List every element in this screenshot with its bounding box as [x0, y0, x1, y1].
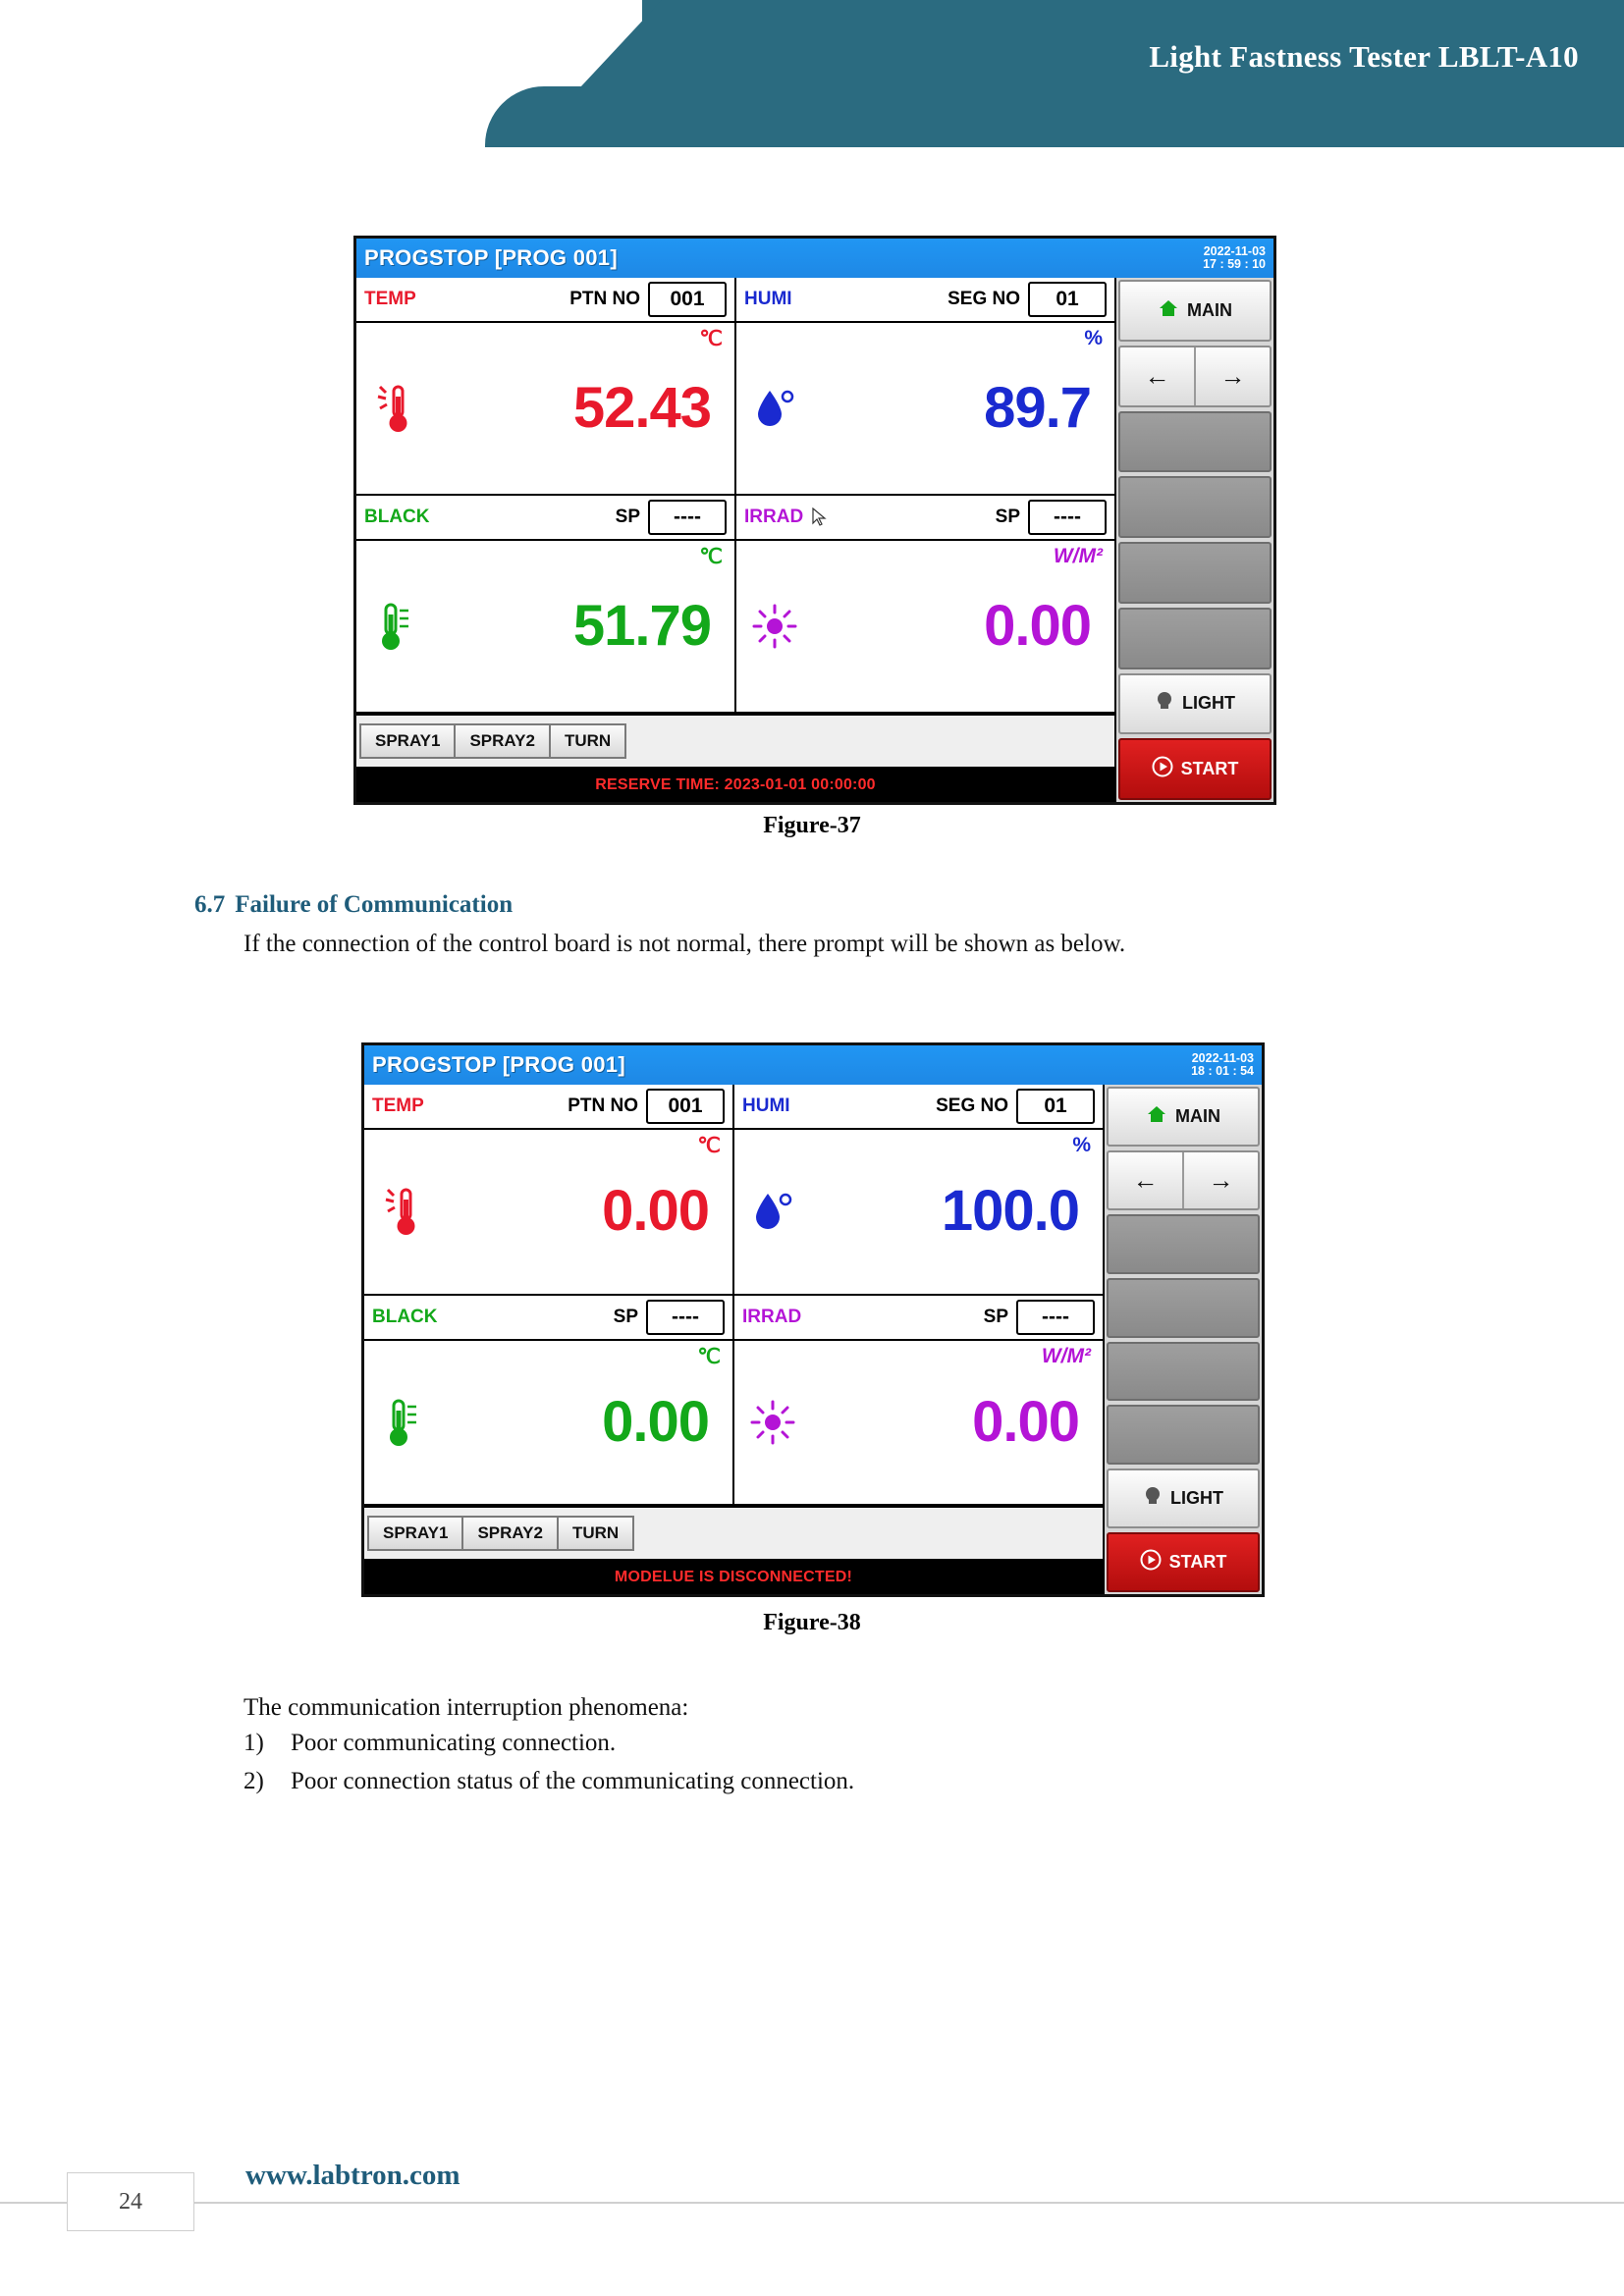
main-button[interactable]	[1118, 280, 1272, 342]
spray1-button-2[interactable]: SPRAY1	[367, 1516, 463, 1551]
humi-body-2	[734, 1130, 1103, 1294]
side-button-blank-3[interactable]	[1118, 542, 1272, 604]
list-marker-2: 2)	[244, 1768, 264, 1794]
main-button-label-2: MAIN	[1175, 1105, 1220, 1126]
temp-header-2	[364, 1085, 732, 1130]
black-cell	[356, 496, 736, 712]
black-header-2	[364, 1296, 732, 1341]
side-button-blank-4[interactable]	[1118, 608, 1272, 669]
hmi-time-2: 18 : 01 : 54	[1191, 1064, 1254, 1078]
section-title: Failure of Communication	[235, 891, 514, 918]
nav-arrows[interactable]	[1118, 346, 1272, 407]
spray1-button[interactable]: SPRAY1	[359, 723, 456, 759]
play-icon-2	[1140, 1549, 1162, 1575]
humi-cell-2	[734, 1085, 1103, 1294]
section-heading	[194, 891, 513, 919]
black-sp-value-2[interactable]: ----	[646, 1300, 725, 1335]
humi-unit-2: %	[1072, 1134, 1091, 1156]
black-label: BLACK	[364, 507, 430, 527]
temp-unit-2: ℃	[697, 1135, 721, 1157]
header-notch-shape	[485, 86, 681, 147]
spray2-button-2[interactable]: SPRAY2	[461, 1516, 558, 1551]
notes-intro: The communication interruption phenomena:	[244, 1694, 689, 1721]
hmi-body-2	[364, 1085, 1262, 1594]
light-button-label: LIGHT	[1182, 693, 1235, 714]
irrad-label: IRRAD	[744, 507, 804, 527]
side-button-blank-2-3[interactable]	[1107, 1342, 1260, 1402]
hmi-datetime-2	[1191, 1052, 1254, 1078]
hmi-function-buttons-2	[364, 1506, 1103, 1559]
hmi-time: 17 : 59 : 10	[1203, 257, 1266, 271]
black-sp-group	[616, 500, 727, 535]
status-bar: RESERVE TIME: 2023-01-01 00:00:00	[356, 767, 1114, 802]
list-text-1: Poor communicating connection.	[291, 1730, 617, 1756]
hmi-date: 2022-11-03	[1203, 243, 1266, 258]
irrad-sp-value-2[interactable]: ----	[1016, 1300, 1095, 1335]
ptn-no-value[interactable]: 001	[648, 282, 727, 317]
spray2-button[interactable]: SPRAY2	[454, 723, 550, 759]
hmi-date-2: 2022-11-03	[1191, 1050, 1254, 1065]
temp-unit: ℃	[699, 328, 723, 350]
thermometer-hot-icon	[366, 381, 423, 436]
seg-no-group	[947, 282, 1107, 317]
hmi-datetime	[1203, 245, 1266, 271]
arrow-left-icon[interactable]: ←	[1120, 347, 1196, 405]
arrow-right-icon[interactable]: →	[1219, 360, 1246, 391]
humi-header	[736, 278, 1114, 323]
section-number: 6.7	[194, 891, 226, 918]
side-button-blank-2-2[interactable]	[1107, 1278, 1260, 1338]
irrad-unit-2: W/M²	[1041, 1344, 1091, 1367]
black-value-2: 0.00	[602, 1389, 709, 1454]
temp-header	[356, 278, 734, 323]
nav-arrows-2[interactable]	[1107, 1150, 1260, 1210]
irrad-body	[736, 541, 1114, 712]
start-button-label-2: START	[1168, 1552, 1227, 1573]
ptn-no-label-2: PTN NO	[568, 1095, 638, 1116]
light-button-label-2: LIGHT	[1170, 1488, 1223, 1509]
irrad-sp-label: SP	[995, 507, 1020, 527]
water-drop-icon	[746, 383, 803, 434]
hmi-readouts	[356, 278, 1116, 802]
turn-button-2[interactable]: TURN	[557, 1516, 634, 1551]
hmi-row-top	[356, 278, 1114, 496]
humi-body	[736, 323, 1114, 494]
bulb-icon	[1155, 690, 1174, 717]
list-item	[244, 1768, 854, 1795]
thermometer-icon-2	[374, 1395, 431, 1450]
hmi-title-2: PROGSTOP [PROG 001]	[372, 1052, 625, 1077]
side-button-blank-2-4[interactable]	[1107, 1405, 1260, 1465]
black-body	[356, 541, 734, 712]
hmi-screen-figure-37	[353, 236, 1276, 805]
black-sp-group-2	[614, 1300, 725, 1335]
page-header	[0, 0, 1624, 147]
home-icon-2	[1146, 1104, 1167, 1129]
irrad-header	[736, 496, 1114, 541]
temp-body-2	[364, 1130, 732, 1294]
temp-value-2: 0.00	[602, 1179, 709, 1244]
hmi-row-bottom	[356, 496, 1114, 714]
humi-unit: %	[1084, 327, 1103, 349]
side-button-blank-2[interactable]	[1118, 476, 1272, 538]
irrad-sp-group	[996, 500, 1107, 535]
play-icon	[1152, 756, 1173, 782]
temp-body	[356, 323, 734, 494]
temp-value: 52.43	[572, 376, 711, 440]
light-button-2[interactable]	[1107, 1468, 1260, 1528]
main-button-label: MAIN	[1187, 299, 1232, 320]
irrad-cell-2	[734, 1296, 1103, 1505]
irrad-value: 0.00	[984, 594, 1091, 658]
black-sp-label: SP	[615, 507, 640, 527]
irrad-sp-label-2: SP	[983, 1306, 1008, 1327]
irrad-value-2: 0.00	[972, 1389, 1079, 1454]
start-button-label: START	[1180, 759, 1239, 779]
temp-label-2: TEMP	[372, 1095, 424, 1116]
side-button-blank-2-1[interactable]	[1107, 1214, 1260, 1274]
figure-37-caption: Figure-37	[763, 813, 861, 838]
ptn-no-group	[569, 282, 727, 317]
header-title: Light Fastness Tester LBLT-A10	[1149, 39, 1579, 74]
arrow-right-icon-2[interactable]: →	[1208, 1164, 1234, 1195]
hmi-titlebar-2	[364, 1045, 1262, 1085]
black-unit-2: ℃	[697, 1345, 721, 1368]
hmi-title: PROGSTOP [PROG 001]	[364, 245, 618, 270]
side-button-blank-1[interactable]	[1118, 411, 1272, 473]
humi-header-2	[734, 1085, 1103, 1130]
thermometer-icon	[366, 599, 423, 654]
water-drop-icon-2	[744, 1186, 801, 1237]
light-button[interactable]	[1118, 673, 1272, 735]
ptn-no-value-2[interactable]: 001	[646, 1089, 725, 1124]
humi-value: 89.7	[984, 376, 1091, 440]
black-body-2	[364, 1341, 732, 1505]
ptn-no-label: PTN NO	[569, 289, 640, 309]
home-icon	[1158, 298, 1179, 323]
humi-value-2: 100.0	[941, 1179, 1079, 1244]
sun-icon	[746, 603, 803, 650]
irrad-cell	[736, 496, 1114, 712]
seg-no-label-2: SEG NO	[936, 1095, 1008, 1116]
black-sp-label-2: SP	[613, 1306, 638, 1327]
hmi-titlebar	[356, 239, 1273, 278]
temp-label: TEMP	[364, 289, 416, 309]
footer-divider	[0, 2202, 1624, 2204]
seg-no-label: SEG NO	[947, 289, 1020, 309]
humi-label-2: HUMI	[742, 1095, 790, 1116]
status-bar-2: MODELUE IS DISCONNECTED!	[364, 1559, 1103, 1594]
ptn-no-group-2	[568, 1089, 725, 1124]
hmi-screen-figure-38	[361, 1042, 1265, 1597]
irrad-unit: W/M²	[1053, 545, 1103, 567]
thermometer-hot-icon-2	[374, 1184, 431, 1239]
black-value: 51.79	[572, 594, 711, 658]
black-label-2: BLACK	[372, 1306, 438, 1327]
hmi-row-top-2	[364, 1085, 1103, 1296]
section-paragraph: If the connection of the control board is not normal, there prompt will be shown as below.	[244, 931, 1126, 957]
humi-cell	[736, 278, 1114, 494]
sun-icon-2	[744, 1399, 801, 1446]
start-button[interactable]	[1118, 738, 1272, 800]
black-unit: ℃	[699, 546, 723, 568]
temp-cell	[356, 278, 736, 494]
figure-38-caption: Figure-38	[763, 1610, 861, 1635]
start-button-2[interactable]	[1107, 1532, 1260, 1592]
seg-no-group-2	[936, 1089, 1095, 1124]
seg-no-value-2[interactable]: 01	[1016, 1089, 1095, 1124]
irrad-sp-value[interactable]: ----	[1028, 500, 1107, 535]
hmi-side-buttons-2	[1105, 1085, 1262, 1594]
footer-url[interactable]: www.labtron.com	[245, 2160, 460, 2191]
page-number: 24	[67, 2172, 194, 2231]
humi-label: HUMI	[744, 289, 792, 309]
black-cell-2	[364, 1296, 734, 1505]
hmi-row-bottom-2	[364, 1296, 1103, 1507]
list-marker-1: 1)	[244, 1730, 264, 1756]
list-item	[244, 1730, 616, 1757]
black-sp-value[interactable]: ----	[648, 500, 727, 535]
seg-no-value[interactable]: 01	[1028, 282, 1107, 317]
irrad-header-2	[734, 1296, 1103, 1341]
hmi-function-buttons	[356, 714, 1114, 767]
hmi-readouts-2	[364, 1085, 1105, 1594]
hmi-body	[356, 278, 1273, 802]
mouse-pointer-icon	[811, 507, 829, 527]
main-button-2[interactable]	[1107, 1087, 1260, 1147]
bulb-icon-2	[1143, 1485, 1163, 1512]
black-header	[356, 496, 734, 541]
irrad-label-2: IRRAD	[742, 1306, 802, 1327]
temp-cell-2	[364, 1085, 734, 1294]
hmi-side-buttons	[1116, 278, 1273, 802]
arrow-left-icon-2[interactable]: ←	[1109, 1152, 1184, 1208]
turn-button[interactable]: TURN	[549, 723, 626, 759]
list-text-2: Poor connection status of the communicating connection.	[291, 1768, 855, 1794]
irrad-sp-group-2	[984, 1300, 1095, 1335]
irrad-body-2	[734, 1341, 1103, 1505]
